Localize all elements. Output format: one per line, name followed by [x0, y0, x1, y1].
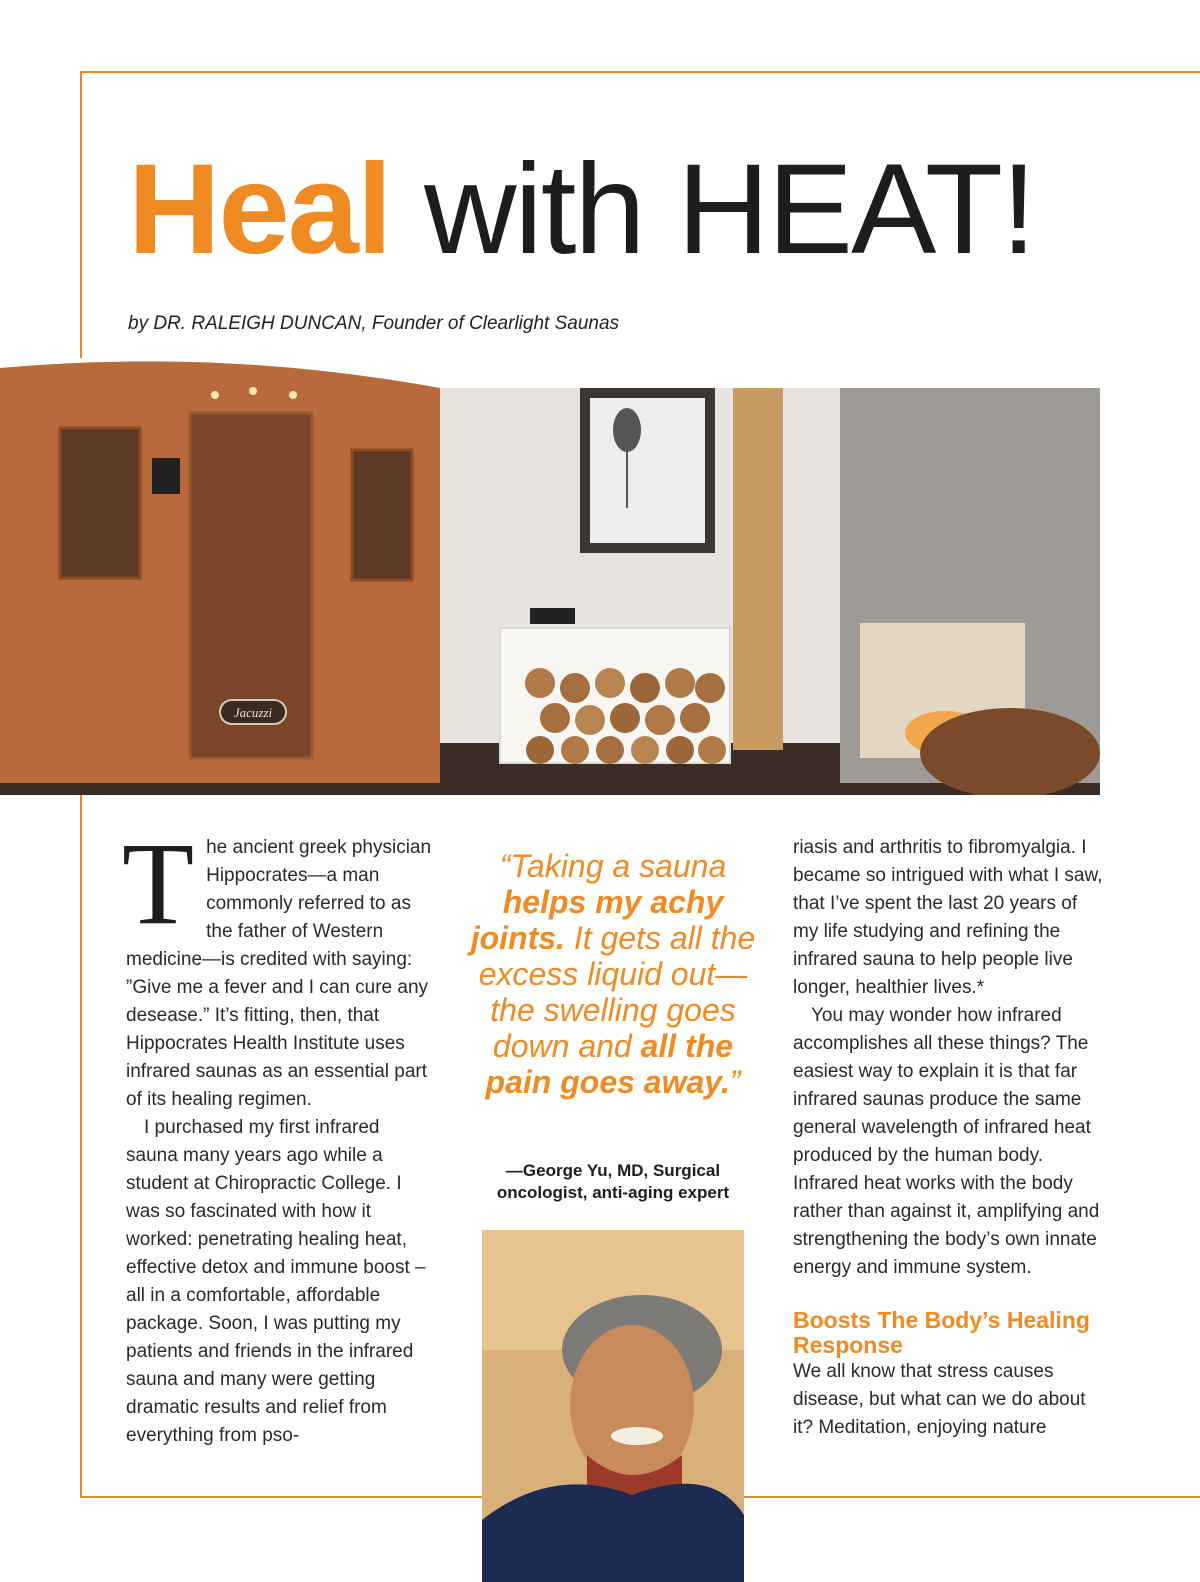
pull-quote-attribution: —George Yu, MD, Surgical oncologist, anti-aging expert	[496, 1161, 730, 1202]
frame-left-rule	[80, 71, 82, 361]
byline: by DR. RALEIGH DUNCAN, Founder of Clearlight Saunas	[128, 313, 620, 334]
col1-paragraph-2: I purchased my first infrared sauna many years ago while a student at Chiropractic College. I was so fascinated with how it worked: penetrating healing heat, effective detox and immune boost – all in a comfortable, affordable package. Soon, I was putting my patients and friends in the infrared sauna and many were getting dramatic results and relief from everything from pso-	[126, 1117, 426, 1446]
col1-paragraph-1: he ancient greek physician Hippocrates—a man commonly referred to as the father of Western medicine—is credited with saying: ”Give me a fever and I can cure any desease.” It’s fitting, then, that Hippocrates Health Institute uses infrared saunas as an essential part of its healing regimen.	[126, 837, 432, 1110]
frame-left-rule-lower	[80, 795, 82, 1498]
drop-cap: T	[122, 818, 195, 949]
portrait-photo	[482, 1230, 744, 1582]
article-column-1	[122, 818, 436, 1450]
hero-image-sauna-room	[0, 358, 1100, 795]
col3-paragraph-2: You may wonder how infrared accomplishes all these things? The easiest way to explain it is that far infrared saunas produce the same general wavelength of infrared heat produced by the human body. Infrared heat works with the body rather than against it, amplifying and strengthening the body’s own innate energy and immune system.	[793, 1005, 1100, 1278]
article-column-3	[793, 834, 1103, 1442]
section-subhead: Boosts The Body’s Healing Response	[793, 1307, 1090, 1358]
headline-rest: with HEAT!	[423, 138, 1035, 281]
pull-quote: “Taking a sauna helps my achy joints. It gets all the excess liquid out—the swelling goes down and all the pain goes away.”	[470, 848, 756, 1100]
frame-bottom-rule-right	[744, 1496, 1200, 1498]
frame-bottom-rule	[80, 1496, 482, 1498]
col3-paragraph-1: riasis and arthritis to fibromyalgia. I became so intrigued with what I saw, that I’ve spent the last 20 years of my life studying and refining the infrared sauna to help people live longer, healthier lives.*	[793, 837, 1103, 998]
hero-brand-label: Jacuzzi	[233, 705, 273, 720]
col3-paragraph-3: We all know that stress causes disease, but what can we do about it? Meditation, enjoying nature	[793, 1361, 1086, 1438]
headline-accent: Heal	[128, 138, 391, 281]
frame-top-rule	[80, 71, 1200, 73]
headline	[128, 140, 1035, 280]
